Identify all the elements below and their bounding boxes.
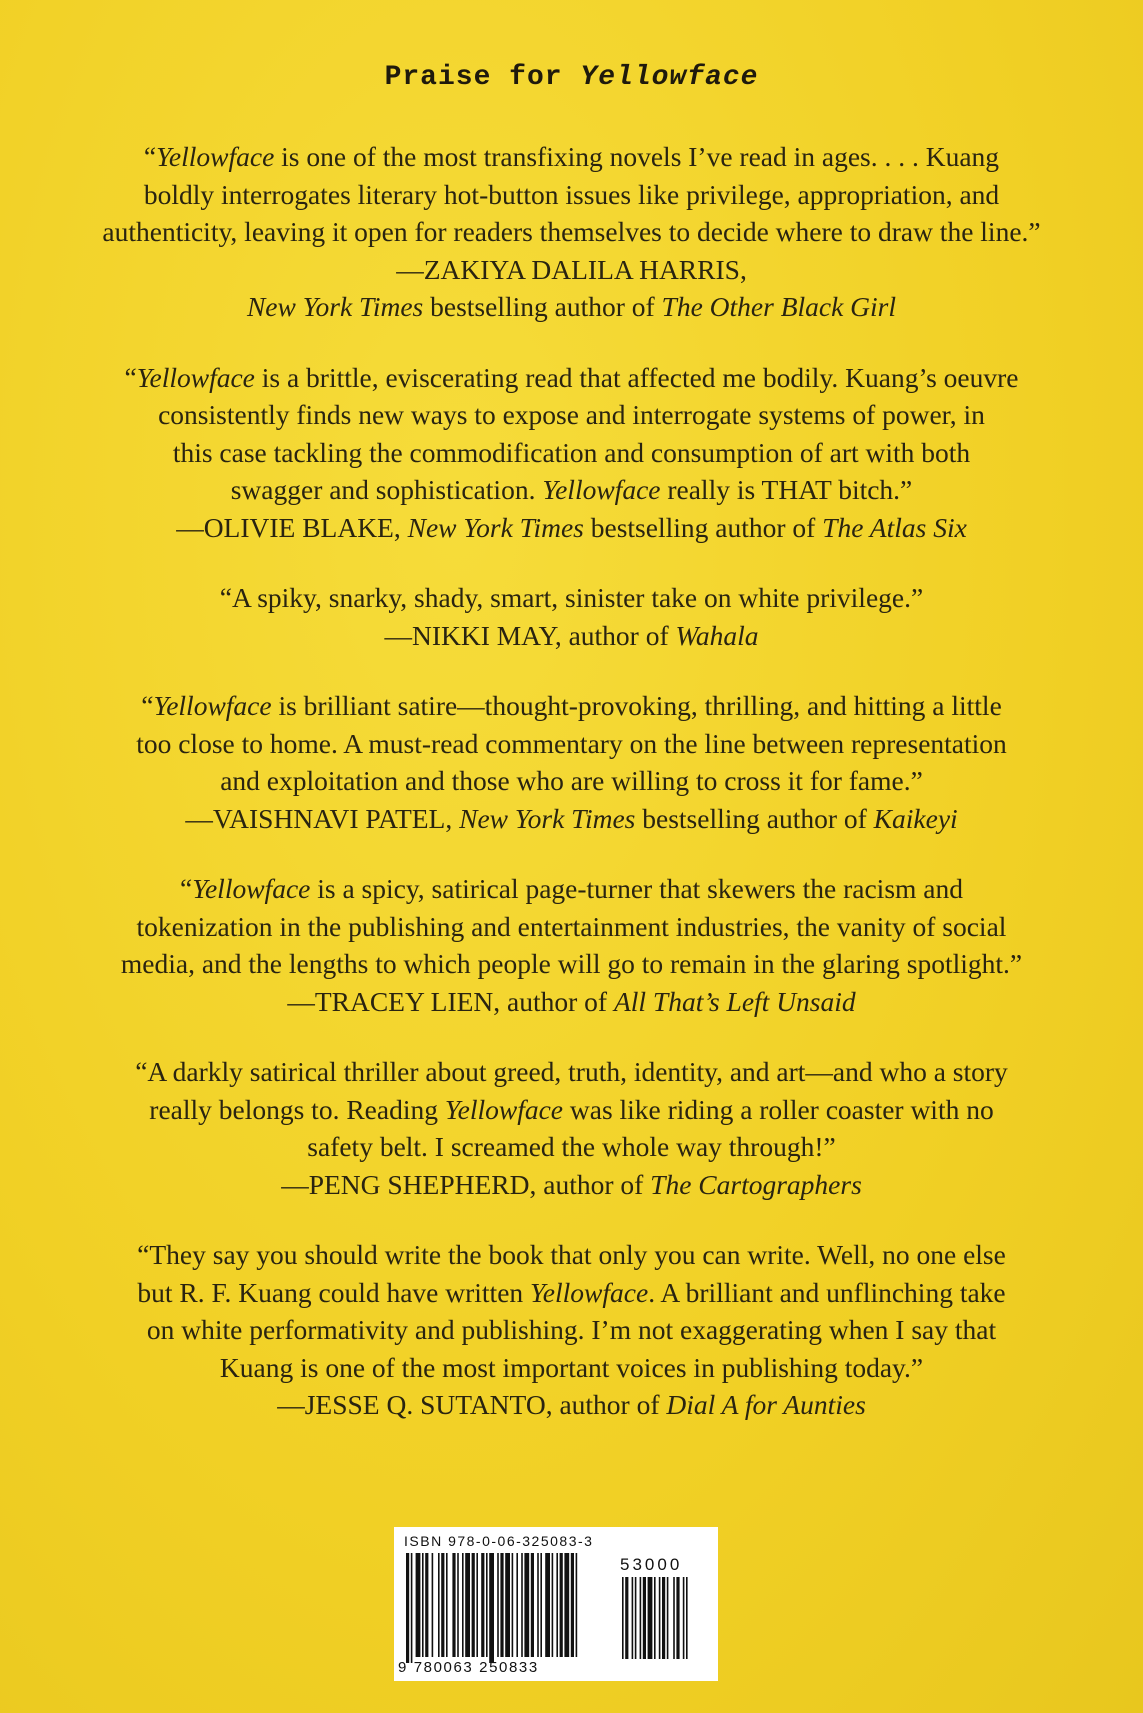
barcode-addon-bar [683, 1577, 685, 1659]
italic-title-text: The Other Black Girl [661, 291, 897, 322]
quote-line [40, 945, 1103, 983]
text-run: “They say you should write the book that only you can write. Well, no one else [137, 1239, 1006, 1270]
text-run: is a spicy, satirical page-turner that skewers the racism and [310, 873, 963, 904]
barcode-bar [512, 1553, 514, 1657]
barcode-bar [486, 1553, 488, 1657]
text-run: . A brilliant and unflinching take [648, 1276, 1006, 1308]
text-run: on white performativity and publishing. I’m not exaggerating when I say that [146, 1314, 997, 1345]
italic-title-text: Yellowface [542, 474, 661, 505]
barcode-addon-bar [659, 1577, 661, 1659]
text-run: “ [179, 873, 193, 904]
blurb [40, 579, 1103, 654]
italic-title-text: Yellowface [153, 690, 272, 721]
text-run: authenticity, leaving it open for readers themselves to decide where to draw the line.” [102, 216, 1041, 247]
blurb [40, 1236, 1103, 1424]
barcode-bar [489, 1553, 494, 1663]
praise-heading-prefix: Praise for [384, 62, 581, 93]
italic-title-text: Yellowface [192, 873, 311, 904]
barcode-addon-bar [654, 1577, 656, 1659]
barcode-bar [465, 1553, 470, 1657]
isbn-label: ISBN 978-0-06-325083-3 [404, 1533, 594, 1549]
attribution-line [40, 1166, 1103, 1204]
text-run: is brilliant satire—thought-provoking, thrilling, and hitting a little [271, 690, 1002, 721]
barcode-addon-bar [662, 1577, 665, 1659]
barcode-bar [505, 1553, 510, 1657]
barcode-bar [560, 1553, 563, 1657]
barcode-bar [452, 1553, 455, 1657]
barcode-addon-bar [632, 1577, 634, 1659]
quote-line [40, 471, 1103, 509]
barcode-bar [472, 1553, 475, 1657]
quote-line [40, 762, 1103, 800]
blurb [40, 687, 1103, 837]
praise-heading [0, 62, 1143, 93]
italic-title-text: Yellowface [156, 141, 275, 172]
barcode-bar [441, 1553, 444, 1657]
quote-line [40, 908, 1103, 946]
attribution-line [40, 1386, 1103, 1424]
italic-title-text: Yellowface [530, 1276, 649, 1308]
quote-line [40, 579, 1103, 617]
quote-line [40, 1053, 1103, 1091]
barcode-addon-bar [625, 1577, 628, 1659]
quote-line [40, 725, 1103, 763]
text-run: bestselling author of [423, 291, 662, 322]
text-run: “ [124, 361, 137, 393]
text-run: —ZAKIYA DALILA HARRIS, [396, 253, 747, 285]
text-run: swagger and sophistication. [230, 474, 543, 505]
barcode-bar [576, 1553, 578, 1657]
barcode-bar [416, 1553, 421, 1657]
text-run: really is THAT bitch.” [660, 474, 913, 505]
barcode-bar [516, 1553, 518, 1657]
barcode-bar [446, 1553, 448, 1657]
text-run: was like riding a roller coaster with no [563, 1093, 994, 1125]
attribution-line [40, 509, 1103, 547]
barcode-addon-bar [673, 1577, 675, 1659]
quote-line [40, 870, 1103, 908]
barcode-bar [422, 1553, 424, 1657]
quote-line [40, 1274, 1103, 1312]
quote-line [40, 1128, 1103, 1166]
text-run: boldly interrogates literary hot-button issues like privilege, appropriation, and [143, 178, 1000, 210]
text-run: —TRACEY LIEN, author of [287, 985, 614, 1017]
italic-title-text: Kaikeyi [873, 802, 958, 834]
text-run: —JESSE Q. SUTANTO, author of [277, 1389, 667, 1420]
italic-title-text: The Atlas Six [822, 511, 967, 543]
barcode-addon-bar [635, 1577, 637, 1659]
barcode-bar [476, 1553, 478, 1657]
italic-title-text: New York Times [246, 291, 424, 322]
blurbs-list [40, 138, 1103, 1457]
quote-line [40, 1349, 1103, 1387]
ean-digits: 9 780063 250833 [398, 1659, 539, 1676]
text-run: and exploitation and those who are willing to cross it for fame.” [220, 765, 923, 796]
barcode-bar [425, 1553, 428, 1657]
price-code: 53000 [620, 1555, 683, 1574]
barcode-bar [524, 1553, 529, 1657]
barcode-bar [521, 1553, 523, 1657]
text-run: —VAISHNAVI PATEL, [185, 802, 460, 834]
blurb [40, 870, 1103, 1020]
attribution-line [40, 251, 1103, 289]
text-run: too close to home. A must-read commentary on the line between representation [136, 727, 1007, 759]
attribution-line [40, 800, 1103, 838]
barcode-bar [500, 1553, 503, 1657]
quote-line [40, 687, 1103, 725]
text-run: media, and the lengths to which people will go to remain in the glaring spotlight.” [120, 948, 1023, 979]
barcode-bar [432, 1553, 434, 1657]
quote-line [40, 1236, 1103, 1274]
quote-line [40, 1091, 1103, 1129]
barcode-bars [394, 1527, 718, 1681]
quote-line [40, 396, 1103, 434]
italic-title-text: New York Times [459, 802, 636, 834]
isbn-barcode [394, 1527, 718, 1681]
italic-title-text: All That’s Left Unsaid [613, 985, 856, 1017]
text-run: —OLIVIE BLAKE, [176, 511, 408, 543]
text-run: “A spiky, snarky, shady, smart, sinister take on white privilege.” [219, 582, 924, 613]
barcode-addon-bar [667, 1577, 669, 1659]
praise-heading-title: Yellowface [580, 62, 759, 93]
italic-title-text: Wahala [675, 619, 759, 651]
barcode-bar [411, 1553, 413, 1663]
quote-line [40, 434, 1103, 472]
barcode-bar [481, 1553, 484, 1657]
barcode-addon-bar [676, 1577, 679, 1659]
quote-line [40, 176, 1103, 214]
text-run: but R. F. Kuang could have written [137, 1276, 531, 1308]
italic-title-text: Yellowface [136, 361, 255, 393]
barcode-addon-bar [686, 1577, 688, 1659]
text-run: is a brittle, eviscerating read that affected me bodily. Kuang’s oeuvre [254, 361, 1019, 393]
text-run: safety belt. I screamed the whole way through!” [307, 1131, 836, 1162]
barcode-bar [571, 1553, 574, 1657]
barcode-bar [552, 1553, 554, 1657]
barcode-bar [497, 1553, 499, 1657]
text-run: really belongs to. Reading [149, 1093, 445, 1125]
italic-title-text: Yellowface [444, 1093, 563, 1125]
text-run: is one of the most transfixing novels I’ve read in ages. . . . Kuang [274, 141, 1000, 172]
barcode-bar [537, 1553, 539, 1657]
italic-title-text: Dial A for Aunties [666, 1389, 866, 1420]
barcode-bar [457, 1553, 459, 1657]
italic-title-text: New York Times [407, 511, 584, 543]
text-run: tokenization in the publishing and entertainment industries, the vanity of social [136, 910, 1007, 942]
text-run: consistently finds new ways to expose and interrogate systems of power, in [158, 399, 985, 430]
barcode-addon-bar [648, 1577, 653, 1659]
attribution-line [40, 617, 1103, 655]
text-run: Kuang is one of the most important voices in publishing today.” [219, 1351, 924, 1383]
text-run: “ [141, 690, 154, 721]
barcode-bar [564, 1553, 569, 1657]
barcode-bar [462, 1553, 464, 1657]
quote-line [40, 138, 1103, 176]
quote-line [40, 213, 1103, 251]
barcode-bar [545, 1553, 550, 1657]
text-run: bestselling author of [635, 802, 874, 834]
blurb [40, 1053, 1103, 1203]
blurb [40, 359, 1103, 547]
blurb [40, 138, 1103, 326]
attribution-line [40, 288, 1103, 326]
quote-line [40, 359, 1103, 397]
text-run: this case tackling the commodification and consumption of art with both [172, 436, 971, 468]
barcode-bar [540, 1553, 542, 1657]
barcode-bar [438, 1553, 440, 1657]
text-run: “ [143, 141, 157, 172]
barcode-bar [556, 1553, 558, 1657]
text-run: —PENG SHEPHERD, author of [281, 1168, 651, 1200]
attribution-line [40, 983, 1103, 1021]
italic-title-text: The Cartographers [650, 1168, 862, 1200]
barcode-addon-bar [640, 1577, 642, 1659]
barcode-addon-bar [622, 1577, 624, 1659]
quote-line [40, 1311, 1103, 1349]
text-run: “A darkly satirical thriller about greed, truth, identity, and art—and who a story [135, 1056, 1008, 1087]
barcode-addon-bar [643, 1577, 646, 1659]
barcode-bar [531, 1553, 534, 1657]
barcode-bar [406, 1553, 409, 1663]
text-run: bestselling author of [583, 511, 823, 543]
text-run: —NIKKI MAY, author of [384, 619, 676, 651]
